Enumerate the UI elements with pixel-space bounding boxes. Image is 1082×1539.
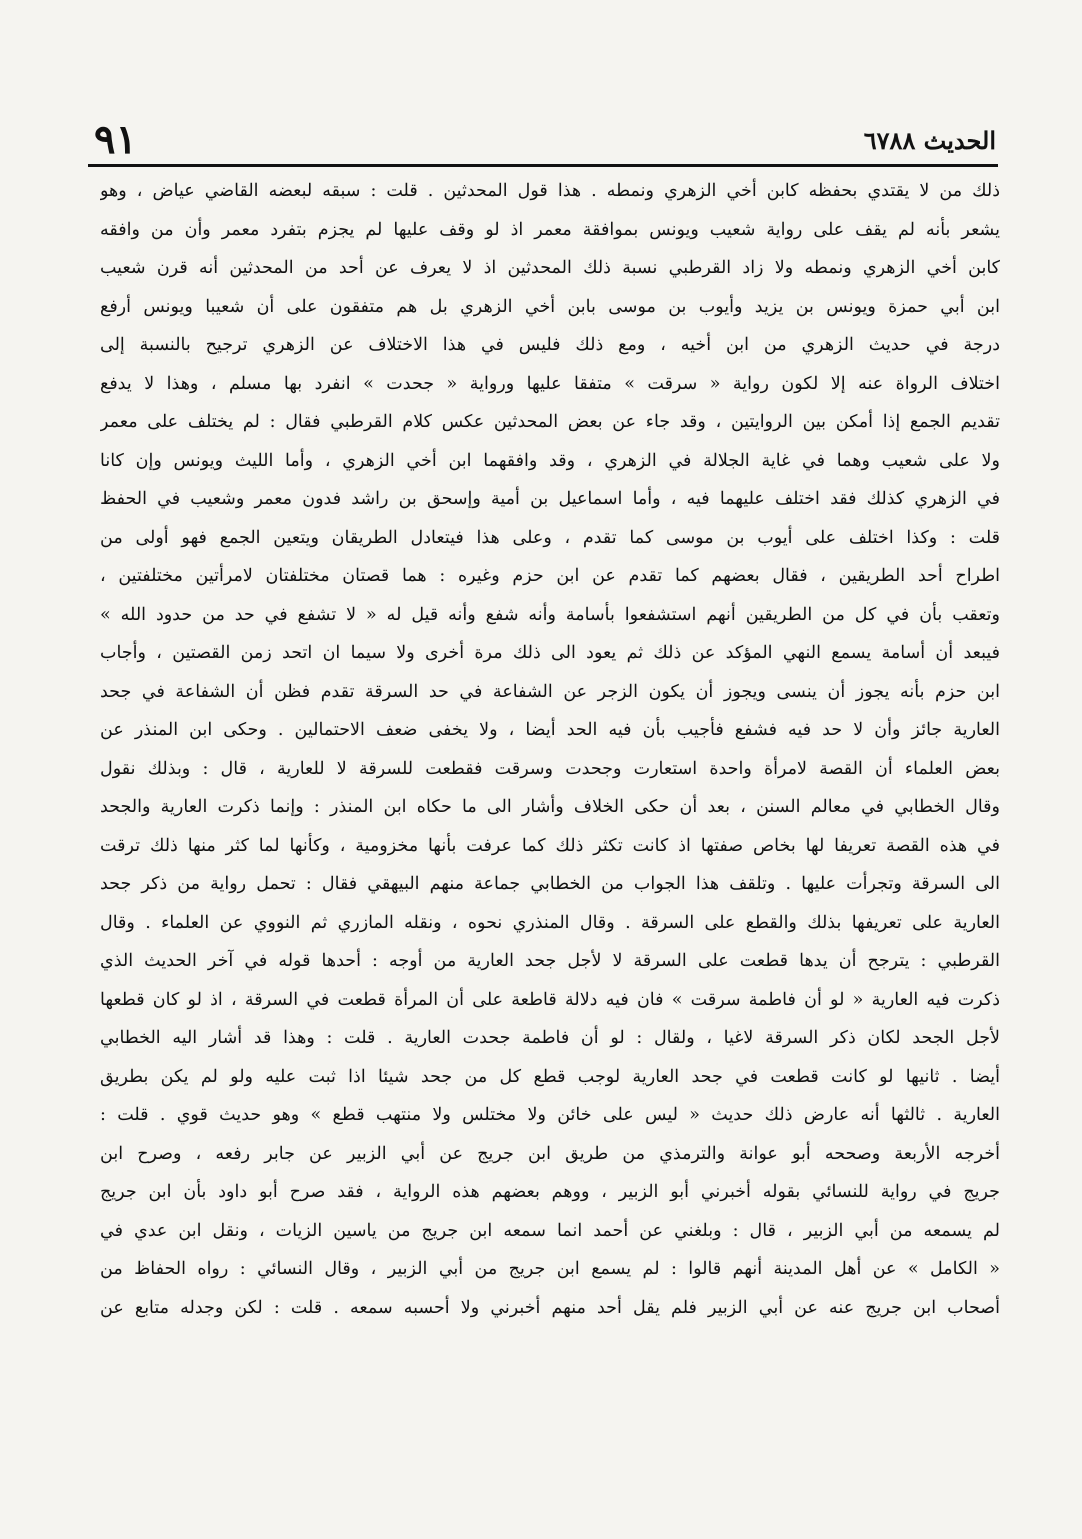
text-line: ذكرت فيه العارية « لو أن فاطمة سرقت » فان فيه دلالة قاطعة على أن المرأة قطعت في السرقة ، اذ لو كان قطعها	[100, 989, 1000, 1010]
text-line: تقديم الجمع إذا أمكن بين الروايتين ، وقد جاء عن بعض المحدثين عكس كلام القرطبي فقال : لم يختلف على معمر	[100, 412, 1000, 432]
text-line: أخرجه الأربعة وصححه أبو عوانة والترمذي من طريق ابن جريج عن أبي الزبير عن جابر رفعه ، وصرح ابن	[100, 1143, 1000, 1164]
running-title: الحديث ٦٧٨٨	[863, 126, 996, 155]
text-line: ذلك من لا يقتدي بحفظه كابن أخي الزهري ونمطه . هذا قول المحدثين . قلت : سبقه لبعضه القاضي عياض ، وهو	[100, 181, 1000, 201]
text-line: لأجل الجحد لكان ذكر السرقة لاغيا ، ولقال : لو أن فاطمة جحدت العارية . قلت : وهذا قد أشار اليه الخطابي	[100, 1028, 1000, 1048]
text-line: وتعقب بأن في كل من الطريقين أنهم استشفعوا بأسامة وأنه شفع وأنه قيل له « لا تشفع في حد من حدود الله »	[100, 604, 1000, 625]
text-line: جريج في رواية للنسائي بقوله أخبرني أبو الزبير ، ووهم بعضهم هذه الرواية ، فقد صرح أبو داود بأن ابن جريج	[100, 1182, 1000, 1202]
text-line: اختلاف الرواة عنه إلا لكون رواية « سرقت » متفقا عليها ورواية « جحدت » انفرد بها مسلم ، وهذا لا يدفع	[100, 373, 1000, 394]
page-number: ٩١	[94, 116, 137, 163]
text-line: فيبعد أن أسامة يسمع النهي المؤكد عن ذلك ثم يعود الى ذلك مرة أخرى ولا سيما ان اتحد زمن القصتين ، وأجاب	[100, 643, 1000, 663]
text-line: ابن أبي حمزة ويونس بن يزيد وأيوب بن موسى بابن أخي الزهري بل هم متفقون على أن شعيبا ويونس أرفع	[100, 296, 1000, 317]
text-line: الى السرقة وتجرأت عليها . وتلقف هذا الجواب من الخطابي جماعة منهم البيهقي فقال : تحمل رواية من ذكر جحد	[100, 874, 1000, 894]
text-line: ابن حزم بأنه يجوز أن ينسى ويجوز أن يكون الزجر عن الشفاعة في حد السرقة تقدم فظن أن الشفاعة في جحد	[100, 681, 1000, 702]
text-line: اطراح أحد الطريقين ، فقال بعضهم كما تقدم عن ابن حزم وغيره : هما قصتان مختلفتان لامرأتين مختلفتين ،	[100, 566, 1000, 586]
text-line: القرطبي : يترجح أن يدها قطعت على السرقة لا لأجل جحد العارية من أوجه : أحدها قوله في آخر الحديث الذي	[100, 951, 1000, 971]
text-line: العارية . ثالثها أنه عارض ذلك حديث « ليس على خائن ولا مختلس ولا منتهب قطع » وهو حديث قوي . قلت :	[100, 1105, 1000, 1125]
text-line: ولا على شعيب وهما في غاية الجلالة في الزهري ، وقد وافقهما ابن أخي الزهري ، وأما الليث ويونس وإن كانا	[100, 450, 1000, 471]
text-line: قلت : وكذا اختلف على أيوب بن موسى كما تقدم ، وعلى هذا فيتعادل الطريقان ويتعين الجمع فهو أولى من	[100, 527, 1000, 548]
text-line: في هذه القصة تعريفا لها بخاص صفتها اذ كانت تكثر ذلك كما عرفت بأنها مخزومية ، وكأنها لما كثر منها ذلك ترقت	[100, 835, 1000, 856]
text-line: العارية على تعريفها بذلك والقطع على السرقة . وقال المنذري نحوه ، ونقله المازري ثم النووي عن العلماء . وقال	[100, 912, 1000, 933]
text-line: العارية جائز وأن لا حد فيه فشفع فأجيب بأن فيه الحد أيضا ، ولا يخفى ضعف الاحتمالين . وحكى ابن المنذر عن	[100, 720, 1000, 740]
text-line: أيضا . ثانيها لو كانت قطعت في جحد العارية لوجب قطع كل من جحد شيئا اذا ثبت عليه ولو لم يكن بطريق	[100, 1066, 1000, 1087]
text-line: بعض العلماء أن القصة لامرأة واحدة استعارت وجحدت وسرقت فقطعت للسرقة لا للعارية ، قال : وبذلك نقول	[100, 758, 1000, 779]
text-line: يشعر بأنه لم يقف على رواية شعيب ويونس بموافقة معمر اذ لو وقف عليها لم يجزم بتفرد معمر وأن من وافقه	[100, 219, 1000, 240]
body-text	[100, 172, 1000, 1327]
header-rule	[88, 164, 998, 167]
text-line: درجة في حديث الزهري من ابن أخيه ، ومع ذلك فليس في هذا الاختلاف عن الزهري ترجيح بالنسبة إلى	[100, 335, 1000, 355]
text-line: في الزهري كذلك فقد اختلف عليهما فيه ، وأما اسماعيل بن أمية وإسحق بن راشد فدون معمر وشعيب في الحفظ	[100, 489, 1000, 509]
text-line: أصحاب ابن جريج عنه عن أبي الزبير فلم يقل أحد منهم أخبرني ولا أحسبه سمعه . قلت : لكن وجدله متابع عن	[100, 1297, 1000, 1318]
text-line: « الكامل » عن أهل المدينة أنهم قالوا : لم يسمع ابن جريج من أبي الزبير ، وقال النسائي : رواه الحفاظ من	[100, 1259, 1000, 1279]
text-line: وقال الخطابي في معالم السنن ، بعد أن حكى الخلاف وأشار الى ما حكاه ابن المنذر : وإنما ذكرت العارية والجحد	[100, 797, 1000, 817]
text-line: لم يسمعه من أبي الزبير ، قال : وبلغني عن أحمد انما سمعه ابن جريج من ياسين الزيات ، ونقل ابن عدي في	[100, 1220, 1000, 1241]
page-header	[90, 112, 996, 166]
text-line: كابن أخي الزهري ونمطه ولا زاد القرطبي نسبة ذلك المحدثين اذ لا يعرف عن أحد من المحدثين أنه قرن شعيب	[100, 258, 1000, 278]
